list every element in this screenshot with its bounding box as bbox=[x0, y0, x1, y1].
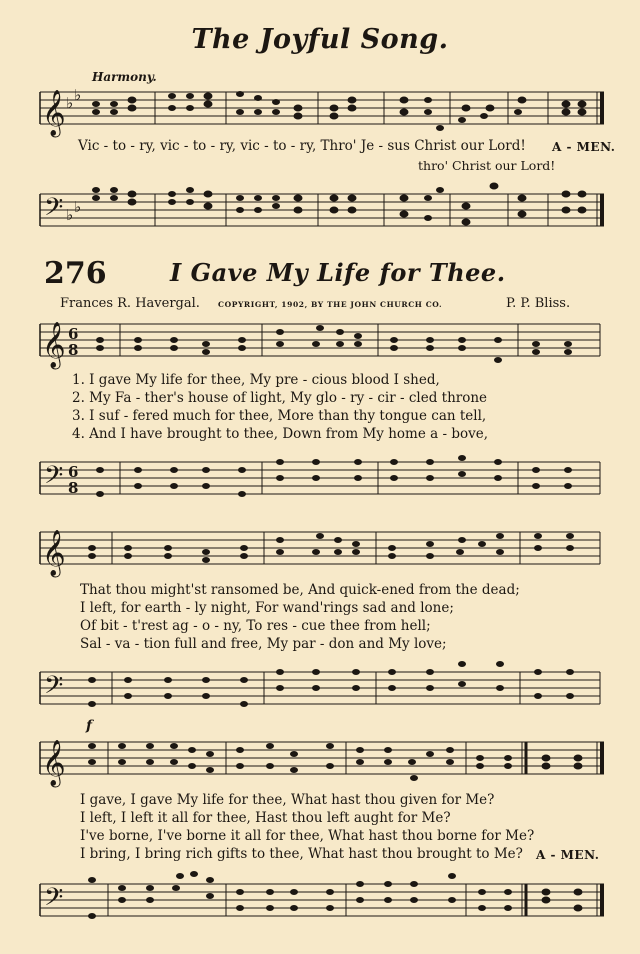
treble-clef-icon: 𝄞 bbox=[42, 322, 66, 368]
verse-2-refrain-lyric: I left, I left it all for thee, Hast thou left aught for Me? bbox=[80, 810, 451, 826]
treble-staff bbox=[0, 318, 640, 368]
flat-sign-icon: ♭ bbox=[74, 198, 82, 216]
composer-credit: P. P. Bliss. bbox=[506, 296, 571, 311]
treble-staff bbox=[0, 84, 640, 144]
treble-clef-icon: 𝄞 bbox=[42, 530, 66, 576]
verse-4-lyric: 4. And I have brought to thee, Down from My home a - bove, bbox=[72, 426, 488, 442]
bass-staff bbox=[0, 450, 640, 505]
time-signature-bottom: 8 bbox=[68, 479, 79, 497]
verse-3-lyric: 3. I suf - fered much for thee, More than thy tongue can tell, bbox=[72, 408, 487, 424]
forte-dynamic: f bbox=[86, 718, 93, 734]
lyric-line: Vic - to - ry, vic - to - ry, vic - to - ry, Thro' Je - sus Christ our Lord! bbox=[78, 138, 526, 154]
verse-1-lyric: That thou might'st ransomed be, And quick-ened from the dead; bbox=[80, 582, 520, 598]
flat-sign-icon: ♭ bbox=[66, 206, 74, 224]
verse-1-refrain-lyric: I gave, I gave My life for thee, What hast thou given for Me? bbox=[80, 792, 495, 808]
time-signature-top: 6 bbox=[68, 325, 79, 343]
verse-2-lyric: I left, for earth - ly night, For wand'rings sad and lone; bbox=[80, 600, 454, 616]
treble-clef-icon: 𝄞 bbox=[42, 740, 66, 786]
flat-sign-icon: ♭ bbox=[74, 86, 82, 104]
time-signature-bottom: 8 bbox=[68, 341, 79, 359]
hymn-title-i-gave-my-life: I Gave My Life for Thee. bbox=[170, 258, 506, 287]
hymn-title-joyful-song: The Joyful Song. bbox=[191, 24, 449, 55]
bass-clef-icon: 𝄢 bbox=[44, 461, 64, 496]
bass-staff bbox=[0, 872, 640, 932]
verse-4-refrain-lyric: I bring, I bring rich gifts to thee, What hast thou brought to Me? bbox=[80, 846, 523, 862]
verse-2-lyric: 2. My Fa - ther's house of light, My glo - ry - cir - cled throne bbox=[72, 390, 488, 406]
verse-1-lyric: 1. I gave My life for thee, My pre - cious blood I shed, bbox=[72, 372, 440, 388]
flat-sign-icon: ♭ bbox=[66, 94, 74, 112]
bass-clef-icon: 𝄢 bbox=[44, 193, 64, 228]
harmony-label: Harmony. bbox=[92, 70, 157, 84]
copyright-notice: COPYRIGHT, 1902, BY THE JOHN CHURCH CO. bbox=[218, 300, 443, 309]
treble-clef-icon: 𝄞 bbox=[42, 90, 66, 136]
notes bbox=[92, 91, 586, 131]
amen-label: A - MEN. bbox=[536, 848, 600, 862]
hymn-number: 276 bbox=[44, 256, 107, 291]
staff-lines bbox=[40, 92, 604, 124]
time-signature-top: 6 bbox=[68, 463, 79, 481]
amen-label: A - MEN. bbox=[552, 140, 616, 154]
author-credit: Frances R. Havergal. bbox=[60, 296, 200, 311]
bass-staff bbox=[0, 660, 640, 715]
bass-clef-icon: 𝄢 bbox=[44, 671, 64, 706]
bass-clef-icon: 𝄢 bbox=[44, 883, 64, 918]
alt-lyric-line: thro' Christ our Lord! bbox=[418, 158, 556, 173]
notes bbox=[92, 183, 586, 226]
bass-staff bbox=[0, 182, 640, 242]
verse-4-lyric: Sal - va - tion full and free, My par - don and My love; bbox=[80, 636, 447, 652]
treble-staff bbox=[0, 736, 640, 786]
verse-3-lyric: Of bit - t'rest ag - o - ny, To res - cue thee from hell; bbox=[80, 618, 431, 634]
treble-staff bbox=[0, 526, 640, 576]
verse-3-refrain-lyric: I've borne, I've borne it all for thee, What hast thou borne for Me? bbox=[80, 828, 535, 844]
